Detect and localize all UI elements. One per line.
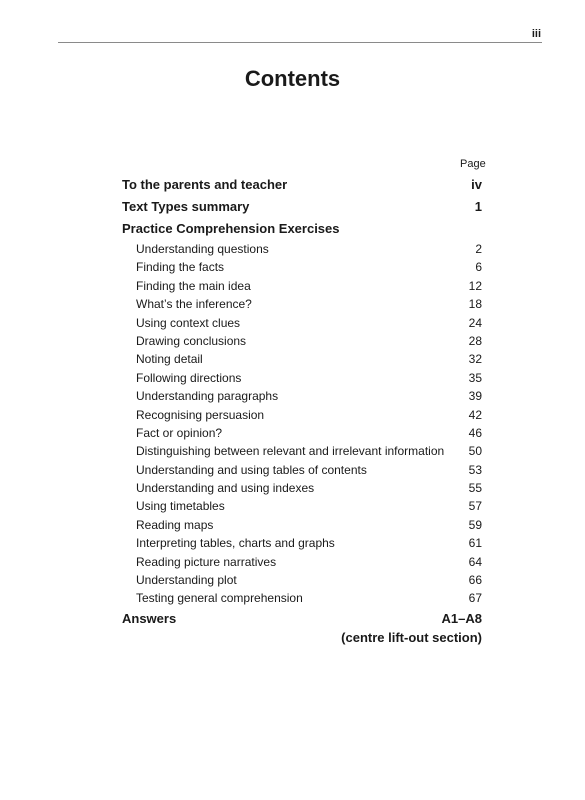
exercise-label: Testing general comprehension [136, 591, 303, 606]
page-number: iii [531, 28, 541, 40]
list-item[interactable] [122, 497, 482, 515]
exercise-page: 42 [468, 407, 482, 422]
list-item[interactable] [122, 369, 482, 387]
toc-entry-answers[interactable] [122, 608, 482, 630]
exercise-label: Understanding and using tables of contents [136, 462, 367, 477]
exercise-label: Using timetables [136, 499, 225, 514]
exercise-page: 39 [468, 389, 482, 404]
exercise-page: 67 [468, 591, 482, 606]
list-item[interactable] [122, 442, 482, 460]
exercise-page: 18 [468, 297, 482, 312]
exercise-label: Recognising persuasion [136, 407, 265, 422]
list-item[interactable] [122, 350, 482, 368]
exercise-label: Using context clues [136, 315, 241, 330]
list-item[interactable] [122, 534, 482, 552]
toc-entry-label: Text Types summary [122, 199, 250, 214]
table-of-contents [122, 174, 482, 646]
exercise-label: Noting detail [136, 352, 203, 367]
list-item[interactable] [122, 406, 482, 424]
exercise-page: 28 [468, 333, 482, 348]
exercise-label: What’s the inference? [136, 297, 252, 312]
list-item[interactable] [122, 387, 482, 405]
list-item[interactable] [122, 332, 482, 350]
list-item[interactable] [122, 516, 482, 534]
exercise-page: 64 [468, 554, 482, 569]
exercise-label: Following directions [136, 370, 242, 385]
exercise-page: 59 [468, 517, 482, 532]
toc-entry-page: iv [471, 177, 482, 192]
list-item[interactable] [122, 571, 482, 589]
exercise-label: Reading picture narratives [136, 554, 277, 569]
list-item[interactable] [122, 461, 482, 479]
list-item[interactable] [122, 258, 482, 276]
toc-section-label: Practice Comprehension Exercises [122, 221, 340, 236]
list-item[interactable] [122, 277, 482, 295]
exercise-page: 46 [468, 425, 482, 440]
exercise-page: 12 [468, 278, 482, 293]
exercise-label: Understanding paragraphs [136, 389, 279, 404]
exercise-label: Distinguishing between relevant and irrelevant information [136, 444, 445, 459]
exercise-label: Reading maps [136, 517, 214, 532]
toc-entry-page: 1 [474, 199, 482, 214]
exercise-page: 6 [475, 260, 482, 275]
exercise-page: 53 [468, 462, 482, 477]
exercise-label: Understanding questions [136, 242, 269, 256]
list-item[interactable] [122, 314, 482, 332]
list-item[interactable] [122, 589, 482, 607]
header-rule [58, 42, 542, 43]
list-item[interactable] [122, 424, 482, 442]
exercise-label: Finding the facts [136, 260, 225, 275]
list-item[interactable] [122, 553, 482, 571]
toc-entry-text-types[interactable] [122, 196, 482, 218]
answers-note: (centre lift-out section) [341, 629, 482, 645]
exercise-page: 55 [468, 481, 482, 496]
exercise-list [122, 240, 482, 608]
toc-entry-page: A1–A8 [441, 610, 482, 626]
exercise-label: Interpreting tables, charts and graphs [136, 536, 335, 551]
exercise-page: 24 [468, 315, 482, 330]
exercise-page: 66 [468, 573, 482, 588]
list-item[interactable] [122, 479, 482, 497]
list-item[interactable] [122, 295, 482, 313]
toc-section-heading [122, 218, 482, 240]
exercise-page: 32 [468, 352, 482, 367]
exercise-page: 50 [468, 444, 482, 459]
exercise-label: Understanding plot [136, 573, 237, 588]
exercise-label: Finding the main idea [136, 278, 251, 293]
exercise-page: 57 [468, 499, 482, 514]
list-item[interactable] [122, 240, 482, 258]
toc-entry-label: To the parents and teacher [122, 177, 288, 192]
toc-entry-parents-teacher[interactable] [122, 174, 482, 196]
page-column-label: Page [460, 158, 486, 170]
exercise-label: Drawing conclusions [136, 333, 247, 348]
exercise-label: Fact or opinion? [136, 425, 223, 440]
exercise-page: 2 [475, 242, 482, 256]
exercise-page: 61 [468, 536, 482, 551]
toc-entry-label: Answers [122, 610, 177, 626]
exercise-page: 35 [468, 370, 482, 385]
page-title: Contents [244, 66, 341, 91]
exercise-label: Understanding and using indexes [136, 481, 315, 496]
